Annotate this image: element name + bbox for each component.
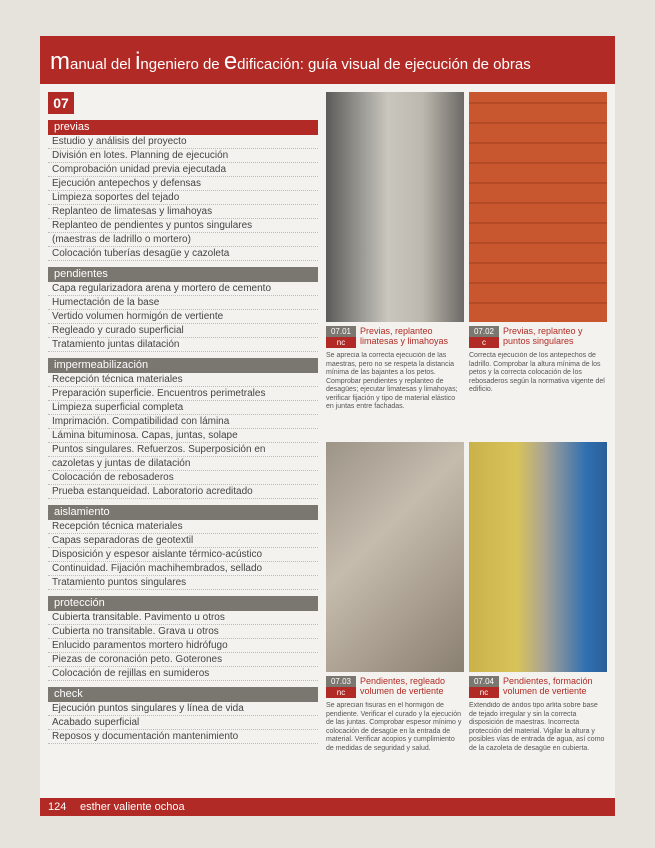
photo-caption: Extendido de áridos tipo arlita sobre base de tejado irregular y sin la correcta disposición de maestras. Incorrecta protección del material. Vigilar la altura y posibles vías de entrada de agua, así como de la cazoleta de desagüe en cubierta. (469, 702, 605, 752)
checklist-item: Limpieza superficial completa (48, 401, 318, 415)
section-header-proteccion-flat: protección (48, 596, 318, 611)
checklist-item: Puntos singulares. Refuerzos. Superposición en (48, 443, 318, 457)
checklist-item: Estudio y análisis del proyecto (48, 135, 318, 149)
photo-caption: Se aprecian fisuras en el hormigón de pendiente. Verificar el curado y la ejecución de las juntas. Comprobar espesor mínimo y colocación de desagüe en la entrada de material. Verificar acopios y cumplimiento de medidas de seguridad y salud. (326, 702, 462, 752)
checklist-item: Lámina bituminosa. Capas, juntas, solape (48, 429, 318, 443)
checklist-item: Preparación superficie. Encuentros perimetrales (48, 387, 318, 401)
section-header-pendientes-flat: pendientes (48, 267, 318, 282)
photo-tag (326, 676, 356, 698)
checklist-item: Tratamiento puntos singulares (48, 576, 318, 590)
checklist-item: (maestras de ladrillo o mortero) (48, 233, 318, 247)
photo-grid (326, 92, 608, 792)
checklist-item: Tratamiento juntas dilatación (48, 338, 318, 352)
checklist-sections (48, 120, 318, 750)
title-m-flat: m (50, 48, 70, 75)
photo-id: 07.02 (469, 326, 499, 337)
section-check (48, 687, 318, 744)
checklist-item: Cubierta no transitable. Grava u otros (48, 625, 318, 639)
section-header-impermeabilizacion-flat: impermeabilización (48, 358, 318, 373)
checklist-item: Acabado superficial (48, 716, 318, 730)
photo-card (326, 442, 464, 782)
checklist-item: Regleado y curado superficial (48, 324, 318, 338)
section-header-aislamiento-flat: aislamiento (48, 505, 318, 520)
checklist-item: Replanteo de pendientes y puntos singulares (48, 219, 318, 233)
photo-caption: Se aprecia la correcta ejecución de las maestras, pero no se respeta la distancia mínima de las bajantes a los petos. Comprobar pendientes y replanteo de desagües; ejecutar limatesas y limahoyas; verificar fijación y tipo de material elástico en juntas entre fachadas. (326, 352, 458, 410)
chapter-number-flat: 07 (48, 92, 74, 114)
checklist-item: Vertido volumen hormigón de vertiente (48, 310, 318, 324)
checklist-item: División en lotes. Planning de ejecución (48, 149, 318, 163)
manual-title-flat (50, 48, 531, 76)
title-part-3-flat: dificación: guía visual de ejecución de obras (237, 56, 531, 73)
photo-code: nc (326, 337, 356, 348)
photo-title: Pendientes, formación volumen de vertiente (503, 676, 593, 696)
photo-tag (326, 326, 356, 348)
page-content (40, 36, 615, 816)
section-proteccion (48, 596, 318, 681)
checklist-item: Continuidad. Fijación machihembrados, sellado (48, 562, 318, 576)
photo-code: nc (326, 687, 356, 698)
title-i-flat: i (135, 48, 141, 75)
checklist-item: Prueba estanqueidad. Laboratorio acreditado (48, 485, 318, 499)
checklist-column (48, 92, 318, 792)
checklist-item: Colocación tuberías desagüe y cazoleta (48, 247, 318, 261)
checklist-item: Limpieza soportes del tejado (48, 191, 318, 205)
checklist-item: Humectación de la base (48, 296, 318, 310)
checklist-item: Piezas de coronación peto. Goterones (48, 653, 318, 667)
photo-title: Previas, replanteo y puntos singulares (503, 326, 583, 346)
section-header-previas-flat: previas (48, 120, 318, 135)
checklist-item: Enlucido paramentos mortero hidrófugo (48, 639, 318, 653)
photo-title: Previas, replanteo limatesas y limahoyas (360, 326, 449, 346)
section-impermeabilizacion (48, 358, 318, 499)
checklist-item: Ejecución puntos singulares y línea de vida (48, 702, 318, 716)
author-name-flat: esther valiente ochoa (80, 801, 185, 813)
photo-card (469, 92, 607, 432)
section-aislamiento (48, 505, 318, 590)
section-pendientes (48, 267, 318, 352)
checklist-item: Cubierta transitable. Pavimento u otros (48, 611, 318, 625)
photo-tag (469, 676, 499, 698)
section-previas (48, 120, 318, 261)
construction-photo (469, 92, 607, 322)
photo-card (469, 442, 607, 782)
title-part-1-flat: anual del (70, 56, 136, 73)
checklist-item: cazoletas y juntas de dilatación (48, 457, 318, 471)
checklist-item: Recepción técnica materiales (48, 373, 318, 387)
photo-card (326, 92, 464, 432)
title-band-flat (40, 36, 615, 84)
photo-id: 07.03 (326, 676, 356, 687)
photo-caption: Correcta ejecución de los antepechos de ladrillo. Comprobar la altura mínima de los petos y la correcta colocación de los rebosaderos según la normativa vigente del edificio. (469, 352, 605, 393)
checklist-item: Disposición y espesor aislante térmico-acústico (48, 548, 318, 562)
photo-code: nc (469, 687, 499, 698)
checklist-item: Comprobación unidad previa ejecutada (48, 163, 318, 177)
construction-photo (469, 442, 607, 672)
photo-code: c (469, 337, 499, 348)
construction-photo (326, 442, 464, 672)
checklist-item: Capa regularizadora arena y mortero de cemento (48, 282, 318, 296)
photo-id: 07.04 (469, 676, 499, 687)
photo-title: Pendientes, regleado volumen de vertiente (360, 676, 446, 696)
checklist-item: Colocación de rejillas en sumideros (48, 667, 318, 681)
checklist-item: Reposos y documentación mantenimiento (48, 730, 318, 744)
checklist-item: Imprimación. Compatibilidad con lámina (48, 415, 318, 429)
photo-tag (469, 326, 499, 348)
construction-photo (326, 92, 464, 322)
checklist-item: Ejecución antepechos y defensas (48, 177, 318, 191)
checklist-item: Capas separadoras de geotextil (48, 534, 318, 548)
title-part-2-flat: ngeniero de (140, 56, 224, 73)
page-number-flat: 124 (48, 801, 67, 813)
title-e-flat: e (223, 48, 238, 75)
checklist-item: Colocación de rebosaderos (48, 471, 318, 485)
checklist-item: Recepción técnica materiales (48, 520, 318, 534)
page-footer-flat (40, 798, 615, 816)
photo-id: 07.01 (326, 326, 356, 337)
checklist-item: Replanteo de limatesas y limahoyas (48, 205, 318, 219)
section-header-check-flat: check (48, 687, 318, 702)
